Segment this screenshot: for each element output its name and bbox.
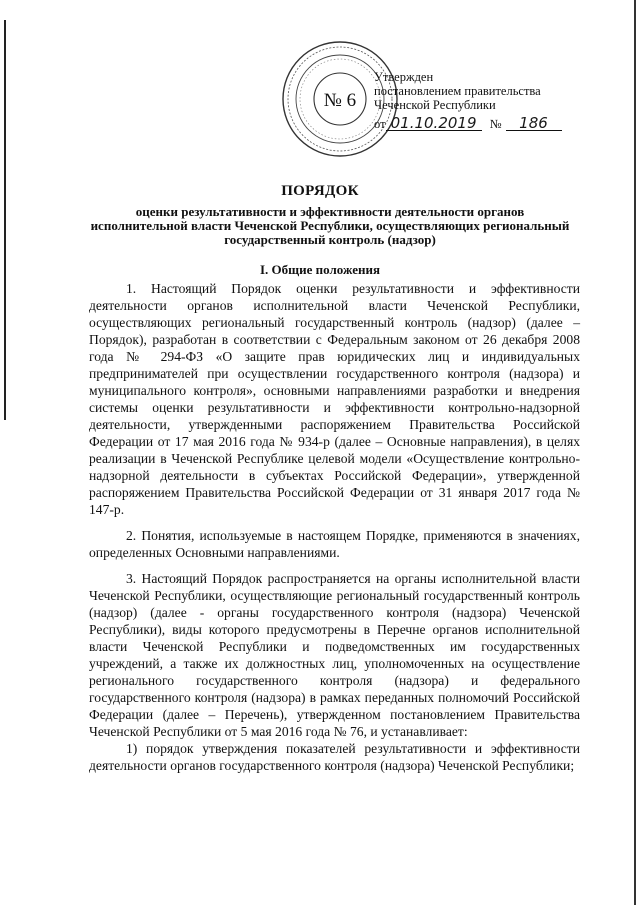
approval-from-label: от bbox=[374, 117, 386, 131]
document-body bbox=[89, 280, 580, 774]
paragraph-3-item-1: 1) порядок утверждения показателей результативности и эффективности деятельности органов государственного контроля (надзора) Чеченской Республики; bbox=[89, 741, 580, 773]
approval-heading: Утвержден bbox=[374, 70, 434, 84]
scan-edge-line-right bbox=[634, 0, 636, 905]
section-title: I. Общие положения bbox=[260, 262, 380, 277]
paragraph-2: 2. Понятия, используемые в настоящем Порядке, применяются в значениях, определенных Основными направлениями. bbox=[89, 528, 580, 560]
approval-decree-line: постановлением правительства bbox=[374, 84, 541, 98]
approval-republic-line: Чеченской Республики bbox=[374, 98, 496, 112]
paragraph-1: 1. Настоящий Порядок оценки результативности и эффективности деятельности органов исполнительной власти Чеченской Республики, осуществляющих региональный государственный контроль (надзор) (далее – Порядок), разработан в соответствии с Федеральным законом от 26 декабря 2008 года № 294-ФЗ «О защите прав юридических лиц и индивидуальных предпринимателей при осуществлении государственного контроля (надзора) и муниципального контроля», основными направлениями разработки и внедрения системы оценки результативности и эффективности контрольно-надзорной деятельности, утвержденными распоряжением Правительства Российской Федерации от 17 мая 2016 года № 934-р (далее – Основные направления), в целях реализации в Чеченской Республике целевой модели «Осуществление контрольно-надзорной деятельности в субъектах Российской Федерации», утвержденной распоряжением Правительства Российской Федерации от 31 января 2017 года № 147-р. bbox=[89, 281, 580, 517]
stamp-number: № 6 bbox=[323, 90, 357, 111]
scan-edge-line-left bbox=[4, 20, 6, 420]
paragraph-3: 3. Настоящий Порядок распространяется на органы исполнительной власти Чеченской Республики, осуществляющие региональный государственный контроль (надзор) (далее - органы государственного контроля (надзора) Чеченской Республики), виды которого предусмотрены в Перечне органов исполнительной власти Чеченской Республики и подведомственных им государственных учреждений, а также их должностных лиц, уполномоченных на осуществление регионального государственного контроля (надзора) и федерального государственного контроля (надзора) в рамках переданных полномочий Российской Федерации (далее – Перечень), утвержденном постановлением Правительства Чеченской Республики от 5 мая 2016 года № 76, и устанавливает: bbox=[89, 571, 580, 739]
approval-date-row bbox=[374, 116, 614, 131]
approval-date: 01.10.2019 bbox=[386, 116, 482, 131]
document-subtitle: оценки результативности и эффективности деятельности органов исполнительной власти Чеченской Республики, осуществляющих региональный государственный контроль (надзор) bbox=[90, 204, 570, 247]
approval-number: 186 bbox=[506, 116, 562, 131]
document-title: ПОРЯДОК bbox=[281, 183, 359, 199]
approval-number-label: № bbox=[489, 117, 502, 131]
approval-block bbox=[374, 70, 614, 131]
